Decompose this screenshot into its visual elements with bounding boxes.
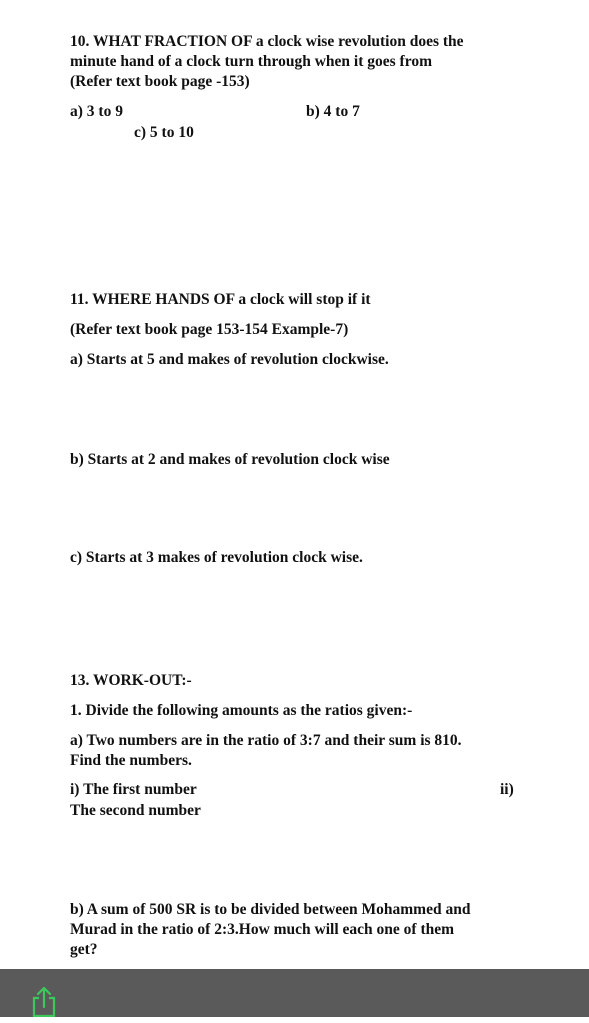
q13-a-line1: a) Two numbers are in the ratio of 3:7 and their sum is 810. [70, 732, 462, 749]
q10-option-a: a) 3 to 9 [70, 103, 123, 120]
q13-b-line3: get? [70, 941, 98, 958]
q13-title: 13. WORK-OUT:- [70, 672, 192, 689]
q13-sub1: 1. Divide the following amounts as the ratios given:- [70, 702, 413, 719]
q13-second-number: The second number [70, 802, 201, 819]
q13-b-line2: Murad in the ratio of 2:3.How much will each one of them [70, 921, 455, 938]
q10-line2: minute hand of a clock turn through when it goes from [70, 53, 432, 70]
q11-part-a: a) Starts at 5 and makes of revolution clockwise. [70, 351, 389, 368]
q10-option-c: c) 5 to 10 [134, 124, 194, 141]
q11-reference: (Refer text book page 153-154 Example-7) [70, 321, 349, 338]
q11-part-c: c) Starts at 3 makes of revolution clock wise. [70, 549, 363, 566]
q10-line1: 10. WHAT FRACTION OF a clock wise revolution does the [70, 33, 464, 50]
q13-ii-label: ii) [500, 781, 514, 798]
bottom-toolbar [0, 969, 589, 1017]
q11-part-b: b) Starts at 2 and makes of revolution clock wise [70, 451, 390, 468]
share-icon[interactable] [29, 986, 59, 1017]
q13-a-line2: Find the numbers. [70, 752, 192, 769]
q13-i-label: i) The first number [70, 781, 197, 798]
q13-b-line1: b) A sum of 500 SR is to be divided between Mohammed and [70, 901, 471, 918]
q10-option-b: b) 4 to 7 [306, 103, 360, 120]
q11-title: 11. WHERE HANDS OF a clock will stop if it [70, 291, 371, 308]
q10-reference: (Refer text book page -153) [70, 73, 250, 90]
